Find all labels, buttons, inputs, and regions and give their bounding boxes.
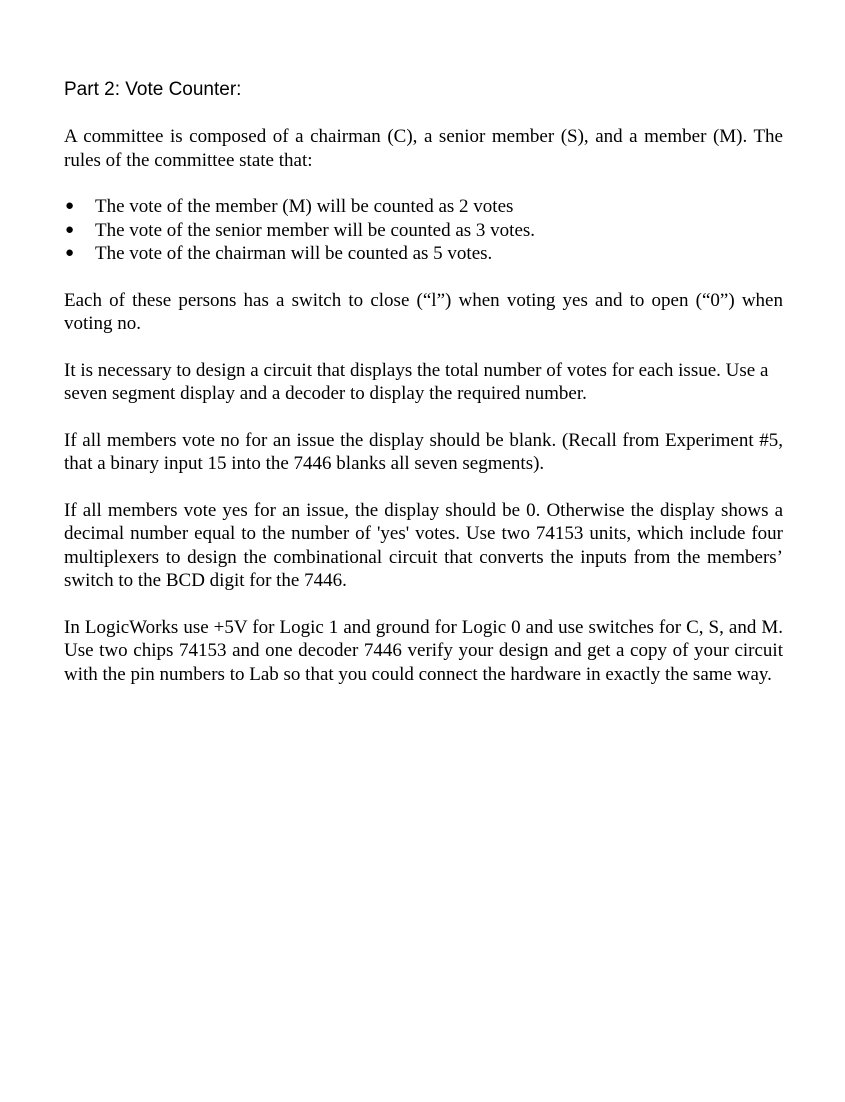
rule-text: The vote of the chairman will be counted as 5 votes. bbox=[95, 243, 493, 264]
switch-paragraph: Each of these persons has a switch to close (“l”) when voting yes and to open (“0”) when voting no. bbox=[64, 289, 783, 334]
bullet-icon: ● bbox=[65, 221, 75, 238]
multiplexer-paragraph: If all members vote yes for an issue, the display should be 0. Otherwise the display shows a decimal number equal to the number of 'yes' votes. Use two 74153 units, which include four multiplexers to design the combinational circuit that converts the inputs from the members’ switch to the BCD digit for the 7446. bbox=[64, 499, 783, 591]
bullet-icon: ● bbox=[65, 245, 75, 261]
rule-item-chairman bbox=[64, 242, 783, 266]
rule-item-member bbox=[64, 195, 783, 219]
rule-text: The vote of the member (M) will be counted as 2 votes bbox=[95, 196, 514, 217]
section-heading: Part 2: Vote Counter: bbox=[64, 79, 242, 100]
design-paragraph: It is necessary to design a circuit that displays the total number of votes for each issue. Use a seven segment display and a decoder to display the required number. bbox=[64, 359, 769, 404]
intro-paragraph: A committee is composed of a chairman (C), a senior member (S), and a member (M). The rules of the committee state that: bbox=[64, 126, 783, 171]
rules-list bbox=[64, 195, 783, 266]
document-page bbox=[64, 78, 783, 709]
bullet-icon: ● bbox=[65, 198, 75, 214]
rule-item-senior-member bbox=[64, 219, 783, 243]
logicworks-paragraph: In LogicWorks use +5V for Logic 1 and ground for Logic 0 and use switches for C, S, and M. Use two chips 74153 and one decoder 7446 verify your design and get a copy of your circuit with the pin numbers to Lab so that you could connect the hardware in exactly the same way. bbox=[64, 616, 783, 685]
rule-text: The vote of the senior member will be counted as 3 votes. bbox=[95, 219, 536, 241]
blank-display-paragraph: If all members vote no for an issue the display should be blank. (Recall from Experiment #5, that a binary input 15 into the 7446 blanks all seven segments). bbox=[64, 429, 783, 474]
